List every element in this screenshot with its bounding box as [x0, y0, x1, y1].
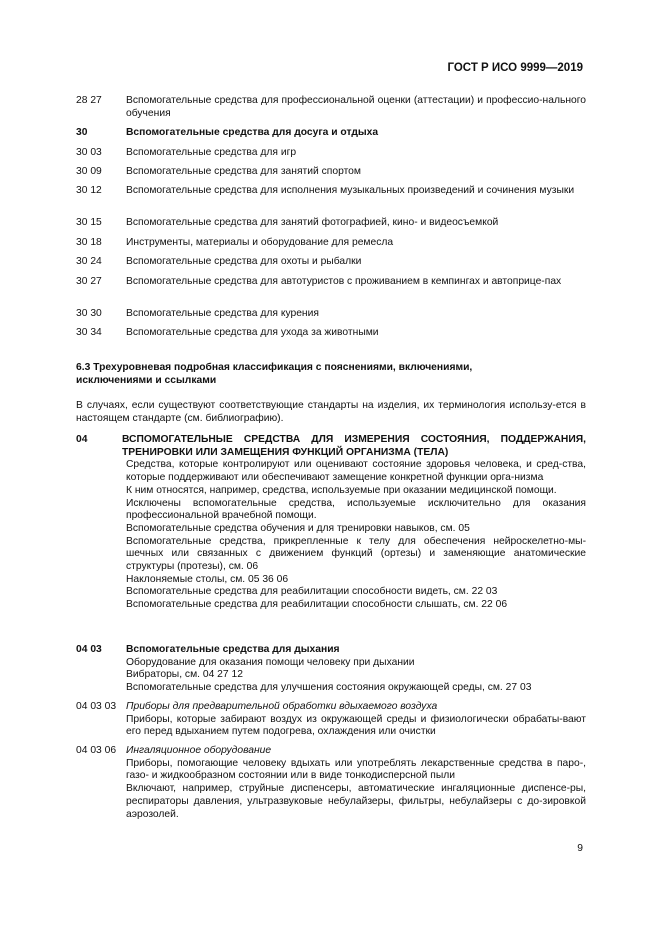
item-text: Вспомогательные средства для досуга и отдыха — [126, 127, 379, 138]
item-code: 30 15 — [76, 217, 102, 228]
item-text: Вспомогательные средства для профессиональной оценки (аттестации) и профессио-нального обучения — [126, 95, 586, 119]
intro-text: В случаях, если существуют соответствующие стандарты на изделия, их терминология использу-ется в настоящем стандарте (см. библиографию). — [76, 400, 586, 424]
document-header: ГОСТ Р ИСО 9999—2019 — [447, 62, 583, 74]
class-line: Средства, которые контролируют или оценивают состояние здоровья человека, и сред-ства, которые поддерживают или обеспечивают замещение конкретной функции орга-низма — [126, 459, 586, 484]
item-text: Вспомогательные средства для занятий спортом — [126, 166, 361, 177]
class-line: Вспомогательные средства, прикрепленные к телу для обеспечения нейроскелетно-мы-шечных или связанных с движением функций (ортезы) и заменяющие анатомические структуры (протезы), см. 06 — [126, 535, 586, 573]
division-code: 04 03 03 — [76, 701, 117, 712]
class-line: Вспомогательные средства для реабилитации способности слышать, см. 22 06 — [126, 599, 508, 611]
subclass-line: Вспомогательные средства для улучшения состояния окружающей среды, см. 27 03 — [126, 682, 532, 694]
item-text: Вспомогательные средства для охоты и рыбалки — [126, 256, 362, 267]
list-item — [76, 95, 586, 120]
subclass-title: Вспомогательные средства для дыхания — [126, 644, 340, 655]
division-title: Ингаляционное оборудование — [126, 745, 272, 756]
division-code: 04 03 06 — [76, 745, 117, 756]
section-title: 6.3 Трехуровневая подробная классификация с пояснениями, включениями, исключениями и ссылками — [76, 362, 473, 386]
class-04-block — [76, 434, 586, 612]
item-text: Вспомогательные средства для автотуристов с проживанием в кемпингах и автоприце-пах — [126, 276, 562, 287]
item-code: 30 30 — [76, 308, 102, 319]
subclass-code: 04 03 — [76, 644, 102, 655]
item-text: Вспомогательные средства для игр — [126, 147, 297, 158]
division-line: Приборы, помогающие человеку вдыхать или употреблять лекарственные средства в паро-, газо- и жидкообразном состоянии или в виде тонкодисперсной пыли — [126, 757, 586, 782]
list-item — [76, 185, 586, 198]
subclass-line: Оборудование для оказания помощи человеку при дыхании — [126, 656, 415, 668]
item-code: 30 — [76, 127, 88, 138]
item-code: 30 12 — [76, 185, 102, 196]
division-040303-block — [76, 701, 586, 739]
subclass-0403-block — [76, 644, 586, 695]
class-title: ВСПОМОГАТЕЛЬНЫЕ СРЕДСТВА ДЛЯ ИЗМЕРЕНИЯ СОСТОЯНИЯ, ПОДДЕРЖАНИЯ, ТРЕНИРОВКИ ИЛИ ЗАМЕЩЕНИЯ ФУНКЦИЙ ОРГАНИЗМА (ТЕЛА) — [122, 434, 586, 458]
division-line: Приборы, которые забирают воздух из окружающей среды и физиологически обрабаты-вают его перед вдыханием путем подогрева, охлаждения или очистки — [126, 713, 586, 738]
list-item — [76, 327, 586, 340]
section-intro — [76, 400, 586, 425]
class-line: Наклоняемые столы, см. 05 36 06 — [126, 573, 289, 585]
list-item — [76, 147, 586, 160]
list-item — [76, 276, 586, 289]
class-line: Вспомогательные средства обучения и для тренировки навыков, см. 05 — [126, 522, 470, 534]
class-code: 04 — [76, 434, 88, 445]
item-code: 30 27 — [76, 276, 102, 287]
class-body — [126, 459, 586, 611]
division-body — [126, 758, 586, 822]
subclass-body — [126, 657, 586, 695]
list-item — [76, 237, 586, 250]
item-text: Инструменты, материалы и оборудование для ремесла — [126, 237, 394, 248]
page-number: 9 — [577, 843, 583, 854]
item-text: Вспомогательные средства для ухода за животными — [126, 327, 379, 338]
division-040306-block — [76, 745, 586, 821]
class-line: К ним относятся, например, средства, используемые при оказании медицинской помощи. — [126, 484, 557, 496]
subclass-line: Вибраторы, см. 04 27 12 — [126, 669, 243, 681]
division-title: Приборы для предварительной обработки вдыхаемого воздуха — [126, 701, 438, 712]
division-line: Включают, например, струйные диспенсеры, автоматические ингаляционные диспенсе-ры, респираторы давления, ультразвуковые небулайзеры, фильтры, небулайзеры с до-зировкой аэрозолей. — [126, 783, 586, 820]
item-text: Вспомогательные средства для занятий фотографией, кино- и видеосъемкой — [126, 217, 499, 228]
list-item — [76, 308, 586, 321]
item-code: 30 09 — [76, 166, 102, 177]
division-body — [126, 714, 586, 739]
item-text: Вспомогательные средства для курения — [126, 308, 319, 319]
list-item — [76, 127, 586, 140]
class-line: Вспомогательные средства для реабилитации способности видеть, см. 22 03 — [126, 586, 498, 598]
list-item — [76, 256, 586, 269]
item-code: 30 03 — [76, 147, 102, 158]
item-code: 28 27 — [76, 95, 102, 106]
class-line: Исключены вспомогательные средства, используемые исключительно для оказания профессиональной врачебной помощи. — [126, 497, 586, 522]
item-code: 30 18 — [76, 237, 102, 248]
list-item — [76, 217, 586, 230]
item-code: 30 24 — [76, 256, 102, 267]
list-item — [76, 166, 586, 179]
item-code: 30 34 — [76, 327, 102, 338]
item-text: Вспомогательные средства для исполнения музыкальных произведений и сочинения музыки — [126, 185, 575, 196]
